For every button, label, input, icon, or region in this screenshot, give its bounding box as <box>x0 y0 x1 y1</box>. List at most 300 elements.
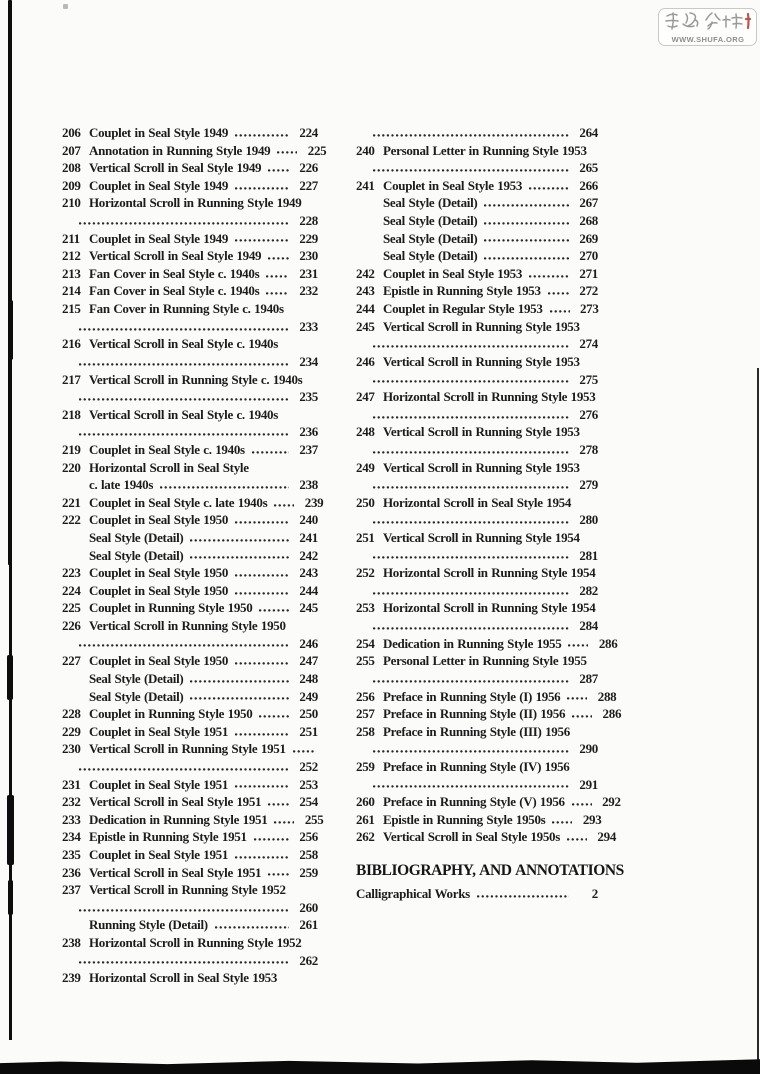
page-number: 291 <box>579 776 598 792</box>
dot-leader <box>373 451 569 454</box>
toc-line <box>62 266 318 284</box>
page-number: 260 <box>299 899 318 915</box>
entry-title: Seal Style (Detail) <box>89 688 184 704</box>
page-number: 229 <box>299 230 318 246</box>
toc-line <box>62 283 318 301</box>
entry-number: 235 <box>62 846 81 862</box>
page-number: 256 <box>299 829 318 845</box>
page-number: 258 <box>299 846 318 862</box>
page-number: 224 <box>299 125 318 140</box>
toc-line <box>62 706 318 724</box>
entry-number: 228 <box>62 706 81 722</box>
dot-leader <box>235 521 289 524</box>
toc-left-column <box>62 125 327 988</box>
toc-line <box>62 301 318 319</box>
entry-number: 233 <box>62 811 81 827</box>
page-number: 254 <box>299 794 318 810</box>
dot-leader <box>373 416 569 419</box>
dot-leader <box>529 187 569 190</box>
dot-leader <box>268 873 289 876</box>
dot-leader <box>235 574 289 577</box>
page-number: 281 <box>579 547 598 563</box>
dot-leader <box>484 257 569 260</box>
toc-line <box>62 372 318 390</box>
entry-title: Horizontal Scroll in Seal Style 1954 <box>383 494 572 510</box>
page-number: 271 <box>579 265 598 281</box>
entry-title: Personal Letter in Running Style 1955 <box>383 653 587 669</box>
entry-title: Seal Style (Detail) <box>383 230 478 246</box>
entry-title: Horizontal Scroll in Seal Style <box>89 459 249 475</box>
dot-leader <box>268 257 289 260</box>
toc-line <box>62 442 318 460</box>
bibliography-heading: BIBLIOGRAPHY, AND ANNOTATIONS <box>356 862 624 879</box>
dot-leader <box>235 662 289 665</box>
toc-line <box>356 653 598 671</box>
page-number: 275 <box>579 371 598 387</box>
entry-number: 220 <box>62 459 81 475</box>
toc-line <box>62 530 318 548</box>
toc-line <box>356 829 617 847</box>
entry-title: Couplet in Seal Style 1949 <box>89 177 229 193</box>
dot-leader <box>484 239 569 242</box>
dot-leader <box>160 486 289 489</box>
dot-leader <box>477 895 569 898</box>
toc-line <box>62 777 318 795</box>
entry-title: Running Style (Detail) <box>89 917 208 933</box>
entry-number: 258 <box>356 723 375 739</box>
toc-line <box>356 460 598 478</box>
toc-line <box>356 160 598 178</box>
toc-line <box>62 811 324 830</box>
dot-leader <box>79 433 289 436</box>
entry-title: Dedication in Running Style 1951 <box>89 811 268 827</box>
page-number: 284 <box>579 618 598 634</box>
entry-title: Annotation in Running Style 1949 <box>89 142 271 158</box>
entry-title: Couplet in Seal Style 1949 <box>89 125 229 140</box>
page-number: 228 <box>299 213 318 229</box>
dot-leader <box>268 803 289 806</box>
entry-number: 234 <box>62 829 81 845</box>
toc-line <box>62 477 318 495</box>
dot-leader <box>79 768 289 771</box>
toc-line <box>62 248 318 266</box>
dot-leader <box>79 909 289 912</box>
toc-line <box>62 953 318 971</box>
scan-right-edge-line <box>757 368 759 1060</box>
dot-leader <box>79 222 289 225</box>
entry-title: Vertical Scroll in Seal Style 1951 <box>89 864 262 880</box>
toc-line <box>62 583 318 601</box>
entry-title: Horizontal Scroll in Running Style 1953 <box>383 389 596 405</box>
page-number: 266 <box>579 177 598 193</box>
entry-title: Horizontal Scroll in Running Style 1952 <box>89 935 302 951</box>
toc-line <box>62 424 318 442</box>
entry-title: Epistle in Running Style 1951 <box>89 829 247 845</box>
entry-title: Couplet in Seal Style 1949 <box>89 230 229 246</box>
toc-line <box>62 917 318 935</box>
dot-leader <box>235 239 289 242</box>
page-number: 245 <box>299 600 318 616</box>
dot-leader <box>373 134 569 137</box>
entry-title: Vertical Scroll in Running Style c. 1940s <box>89 371 303 387</box>
dot-leader <box>484 204 569 207</box>
toc-line <box>356 583 598 601</box>
dot-leader <box>79 398 289 401</box>
toc-line <box>356 477 598 495</box>
page-number: 238 <box>299 477 318 493</box>
entry-number: 257 <box>356 706 375 722</box>
entry-title: Couplet in Seal Style 1951 <box>89 723 229 739</box>
dot-leader <box>235 856 289 859</box>
entry-title: Couplet in Running Style 1950 <box>89 706 253 722</box>
page-number: 282 <box>579 582 598 598</box>
watermark-url: WWW.SHUFA.ORG <box>671 35 745 44</box>
entry-title: Vertical Scroll in Seal Style 1949 <box>89 248 262 264</box>
toc-line <box>62 759 318 777</box>
entry-title: Vertical Scroll in Running Style 1953 <box>383 318 580 334</box>
dot-leader <box>277 151 297 154</box>
entry-number: 262 <box>356 829 375 845</box>
toc-line <box>356 794 621 812</box>
entry-number: 217 <box>62 371 81 387</box>
entry-number: 223 <box>62 565 81 581</box>
entry-number: 212 <box>62 248 81 264</box>
entry-number: 210 <box>62 195 81 211</box>
shufa-watermark <box>658 8 757 46</box>
page-number: 290 <box>579 741 598 757</box>
toc-right-column <box>356 125 622 847</box>
page-number: 243 <box>299 565 318 581</box>
entry-number: 213 <box>62 265 81 281</box>
dot-leader <box>552 821 572 824</box>
entry-number: 215 <box>62 301 81 317</box>
page-number: 261 <box>299 917 318 933</box>
dot-leader <box>373 592 569 595</box>
page-number: 230 <box>299 248 318 264</box>
shufa-calligraphy-logo <box>664 11 752 31</box>
dot-leader <box>190 556 289 559</box>
page-number: 262 <box>299 952 318 968</box>
page-number: 251 <box>299 723 318 739</box>
entry-title: Fan Cover in Seal Style c. 1940s <box>89 265 260 281</box>
entry-title: Couplet in Running Style 1950 <box>89 600 253 616</box>
page-number: 239 <box>304 494 324 510</box>
entry-title: Couplet in Seal Style 1953 <box>383 177 523 193</box>
page-number: 226 <box>299 160 318 176</box>
page-number: 241 <box>299 530 318 546</box>
page-number: 236 <box>299 424 318 440</box>
toc-line <box>356 407 598 425</box>
toc-line <box>356 319 598 337</box>
page-number: 250 <box>299 706 318 722</box>
toc-line <box>356 442 598 460</box>
page-number: 286 <box>598 635 618 651</box>
toc-line <box>356 283 598 301</box>
toc-line <box>356 336 598 354</box>
page-number: 288 <box>597 688 617 704</box>
entry-number: 226 <box>62 618 81 634</box>
page-number: 273 <box>579 301 599 317</box>
entry-number: 244 <box>356 301 375 317</box>
entry-number: 251 <box>356 530 375 546</box>
toc-line <box>356 213 598 231</box>
toc-line <box>356 125 598 143</box>
dot-leader <box>568 644 588 647</box>
dot-leader <box>252 451 289 454</box>
entry-number: 239 <box>62 970 81 986</box>
entry-number: 247 <box>356 389 375 405</box>
toc-line <box>356 618 598 636</box>
dot-leader <box>190 697 289 700</box>
dot-leader <box>572 803 592 806</box>
page-number: 270 <box>579 248 598 264</box>
toc-line <box>62 142 327 161</box>
dot-leader <box>373 169 569 172</box>
entry-number: 237 <box>62 882 81 898</box>
page-number: 233 <box>299 318 318 334</box>
dot-leader <box>235 187 289 190</box>
scan-artifact <box>8 300 13 360</box>
toc-line <box>356 530 598 548</box>
bibliography-list <box>356 886 598 904</box>
page-number: 280 <box>579 512 598 528</box>
page-number: 259 <box>299 864 318 880</box>
toc-line <box>62 724 318 742</box>
entry-title: Personal Letter in Running Style 1953 <box>383 142 587 158</box>
page-number: 247 <box>299 653 318 669</box>
entry-title: Preface in Running Style (I) 1956 <box>383 688 561 704</box>
entry-number: 242 <box>356 265 375 281</box>
toc-line <box>62 882 318 900</box>
entry-title: Horizontal Scroll in Running Style 1954 <box>383 600 596 616</box>
entry-number: 214 <box>62 283 81 299</box>
entry-number: 241 <box>356 177 375 193</box>
toc-line <box>62 935 318 953</box>
toc-line <box>62 847 318 865</box>
dot-leader <box>373 750 569 753</box>
entry-number: 254 <box>356 635 375 651</box>
dot-leader <box>235 785 289 788</box>
dot-leader <box>373 486 569 489</box>
entry-number: 250 <box>356 494 375 510</box>
entry-number: 230 <box>62 741 81 757</box>
dot-leader <box>254 838 289 841</box>
toc-line <box>356 565 598 583</box>
toc-line <box>62 741 318 759</box>
scan-speck <box>63 4 68 9</box>
toc-line <box>356 372 598 390</box>
entry-title: Vertical Scroll in Seal Style 1950s <box>383 829 561 845</box>
entry-number: 245 <box>356 318 375 334</box>
toc-line <box>356 724 598 742</box>
toc-line <box>62 160 318 178</box>
toc-line <box>356 301 598 319</box>
toc-line <box>62 671 318 689</box>
entry-number: 207 <box>62 142 81 158</box>
entry-title: Horizontal Scroll in Running Style 1954 <box>383 565 596 581</box>
entry-number: 255 <box>356 653 375 669</box>
dot-leader <box>373 380 569 383</box>
toc-line <box>356 886 598 904</box>
dot-leader <box>268 169 289 172</box>
entry-title: Horizontal Scroll in Seal Style 1953 <box>89 970 278 986</box>
page-number: 255 <box>304 811 324 827</box>
toc-line <box>356 671 598 689</box>
page-number: 265 <box>579 160 598 176</box>
dot-leader <box>79 961 289 964</box>
entry-number: 256 <box>356 688 375 704</box>
entry-number: 229 <box>62 723 81 739</box>
dot-leader <box>79 363 289 366</box>
entry-title: Preface in Running Style (V) 1956 <box>383 794 565 810</box>
page-number: 252 <box>299 758 318 774</box>
toc-line <box>356 706 622 724</box>
entry-title: Vertical Scroll in Running Style 1953 <box>383 424 580 440</box>
entry-title: Seal Style (Detail) <box>383 195 478 211</box>
toc-line <box>62 689 318 707</box>
page-number: 244 <box>299 582 318 598</box>
entry-number: 225 <box>62 600 81 616</box>
toc-line <box>62 389 318 407</box>
dot-leader <box>373 345 569 348</box>
toc-line <box>62 829 318 847</box>
dot-leader <box>529 275 569 278</box>
entry-number: 224 <box>62 582 81 598</box>
entry-title: Vertical Scroll in Seal Style c. 1940s <box>89 336 278 352</box>
entry-number: 206 <box>62 125 81 140</box>
toc-line <box>62 636 318 654</box>
page-number: 287 <box>579 670 598 686</box>
page-number: 264 <box>579 125 598 140</box>
toc-line <box>356 759 598 777</box>
entry-title: Vertical Scroll in Running Style 1953 <box>383 353 580 369</box>
entry-number: 246 <box>356 353 375 369</box>
entry-number: 236 <box>62 864 81 880</box>
entry-title: Seal Style (Detail) <box>89 530 184 546</box>
page-number: 274 <box>579 336 598 352</box>
entry-title: Vertical Scroll in Running Style 1952 <box>89 882 286 898</box>
toc-line <box>356 231 598 249</box>
entry-number: 219 <box>62 441 81 457</box>
scan-bottom-band <box>0 1058 760 1074</box>
toc-line <box>356 424 598 442</box>
entry-title: Couplet in Seal Style c. 1940s <box>89 441 245 457</box>
toc-line <box>62 125 318 143</box>
entry-title: Epistle in Running Style 1950s <box>383 811 546 827</box>
toc-line <box>356 512 598 530</box>
entry-number: 218 <box>62 406 81 422</box>
dot-leader <box>215 926 289 929</box>
page-number: 269 <box>579 230 598 246</box>
dot-leader <box>373 556 569 559</box>
page-number: 279 <box>579 477 598 493</box>
entry-title: Dedication in Running Style 1955 <box>383 635 562 651</box>
entry-title: Seal Style (Detail) <box>89 670 184 686</box>
dot-leader <box>190 680 289 683</box>
toc-line <box>62 548 318 566</box>
entry-title: Couplet in Seal Style 1950 <box>89 565 229 581</box>
entry-number: 222 <box>62 512 81 528</box>
dot-leader <box>190 539 289 542</box>
toc-line <box>356 548 598 566</box>
entry-title: Couplet in Seal Style 1950 <box>89 653 229 669</box>
scan-artifact <box>7 655 13 700</box>
toc-line <box>62 336 318 354</box>
toc-line <box>356 248 598 266</box>
entry-number: 260 <box>356 794 375 810</box>
entry-title: Couplet in Seal Style c. late 1940s <box>89 494 268 510</box>
toc-line <box>356 635 618 654</box>
page-number: 234 <box>299 353 318 369</box>
page-number: 286 <box>602 706 622 722</box>
dot-leader <box>235 592 289 595</box>
page-number: 235 <box>299 389 318 405</box>
entry-title: Couplet in Regular Style 1953 <box>383 301 543 317</box>
toc-line <box>356 600 598 618</box>
toc-line <box>62 178 318 196</box>
page-number: 231 <box>299 265 318 281</box>
toc-line <box>62 319 318 337</box>
dot-leader <box>235 733 289 736</box>
page-number: 237 <box>299 441 318 457</box>
page-number: 268 <box>579 213 598 229</box>
dot-leader <box>550 310 570 313</box>
page-number: 293 <box>582 811 602 827</box>
toc-line <box>356 811 602 830</box>
entry-number: 249 <box>356 459 375 475</box>
toc-line <box>62 653 318 671</box>
entry-title: Vertical Scroll in Running Style 1950 <box>89 618 286 634</box>
entry-title: Couplet in Seal Style 1950 <box>89 582 229 598</box>
dot-leader <box>567 838 587 841</box>
dot-leader <box>266 275 289 278</box>
toc-line <box>62 231 318 249</box>
dot-leader <box>293 750 316 753</box>
toc-line <box>62 600 318 618</box>
page-number: 267 <box>579 195 598 211</box>
entry-title: Horizontal Scroll in Running Style 1949 <box>89 195 302 211</box>
page-number: 249 <box>299 688 318 704</box>
dot-leader <box>259 609 289 612</box>
page-number: 232 <box>299 283 318 299</box>
entry-title: c. late 1940s <box>89 477 154 493</box>
entry-number: 208 <box>62 160 81 176</box>
page-number: 272 <box>579 283 598 299</box>
toc-line <box>62 900 318 918</box>
entry-number: 259 <box>356 758 375 774</box>
toc-line <box>62 865 318 883</box>
entry-number: 261 <box>356 811 375 827</box>
entry-number: 211 <box>62 230 80 246</box>
toc-line <box>62 794 318 812</box>
toc-line <box>356 143 598 161</box>
entry-title: Couplet in Seal Style 1953 <box>383 265 523 281</box>
toc-line <box>62 460 318 478</box>
entry-title: Calligraphical Works <box>356 886 470 901</box>
dot-leader <box>484 222 569 225</box>
dot-leader <box>373 627 569 630</box>
page-number: 276 <box>579 406 598 422</box>
page-number: 248 <box>299 670 318 686</box>
toc-line <box>356 741 598 759</box>
toc-line <box>62 213 318 231</box>
entry-title: Preface in Running Style (IV) 1956 <box>383 758 570 774</box>
page-number: 253 <box>299 776 318 792</box>
dot-leader <box>274 504 294 507</box>
toc-line <box>62 494 324 513</box>
entry-title: Epistle in Running Style 1953 <box>383 283 541 299</box>
dot-leader <box>373 680 569 683</box>
